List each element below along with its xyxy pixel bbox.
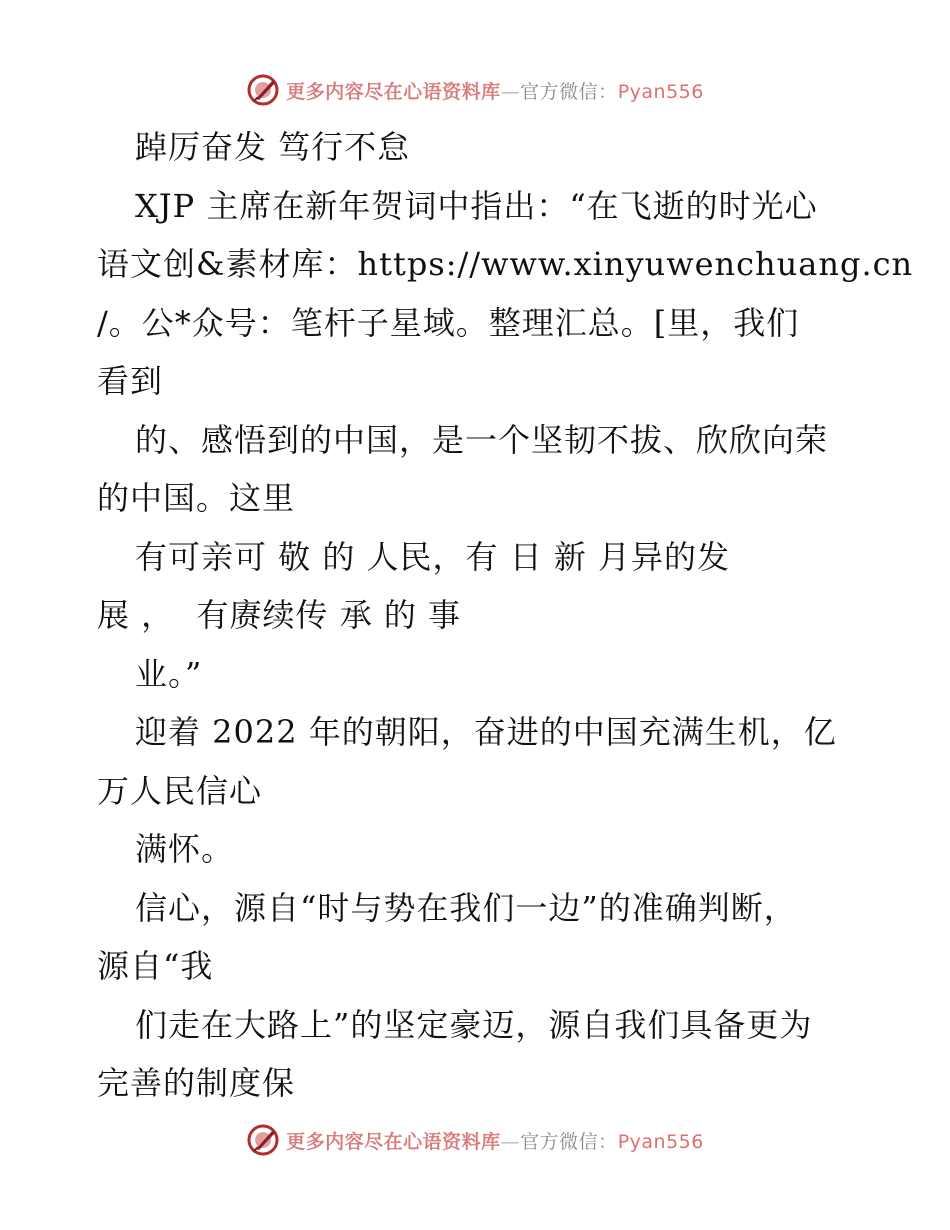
watermark-wechat-label: 官方微信： — [520, 1130, 618, 1153]
text-line: 满怀。 — [135, 830, 235, 868]
text-line: 的中国。这里 — [97, 479, 296, 517]
watermark-wechat-label: 官方微信： — [520, 80, 618, 103]
watermark-wechat-id: Pyan556 — [617, 1130, 704, 1153]
footer-watermark — [0, 1120, 950, 1160]
text-line: 有可亲可 敬 的 人民，有 日 新 月异的发 — [135, 537, 731, 576]
text-line: 踔厉奋发 笃行不怠 — [135, 128, 411, 166]
text-line: 展 ， 有赓续传 承 的 事 — [97, 596, 462, 634]
watermark-text — [286, 77, 704, 104]
text-line: 万人民信心 — [97, 771, 263, 810]
text-line: 们走在大路上”的坚定豪迈，源自我们具备更为 — [135, 1005, 813, 1044]
text-line: /。公*众号：笔杆子星域。整理汇总。[里，我们 — [97, 303, 800, 342]
text-line: 的、感悟到的中国，是一个坚韧不拔、欣欣向荣 — [135, 420, 829, 459]
text-line: 业。” — [135, 654, 203, 693]
watermark-wechat-id: Pyan556 — [617, 80, 704, 103]
watermark-site: 更多内容尽在心语资料库 — [286, 80, 501, 103]
text-line: 看到 — [97, 362, 164, 400]
text-line: 迎着 2022 年的朝阳，奋进的中国充满生机，亿 — [135, 713, 837, 751]
watermark-site: 更多内容尽在心语资料库 — [286, 1130, 501, 1153]
watermark-text — [286, 1127, 704, 1154]
quill-logo-icon — [246, 73, 280, 107]
watermark-dash: — — [500, 80, 521, 103]
quill-logo-icon — [246, 1123, 280, 1157]
text-line: 完善的制度保 — [97, 1064, 296, 1102]
text-line: XJP 主席在新年贺词中指出：“在飞逝的时光心 — [135, 186, 818, 225]
text-line: 语文创&素材库：https://www.xinyuwenchuang.cn — [97, 245, 914, 283]
watermark-dash: — — [500, 1130, 521, 1153]
watermark-group — [246, 1123, 704, 1157]
text-line: 源自“我 — [97, 947, 214, 985]
header-watermark — [0, 70, 950, 110]
text-line: 信心，源自“时与势在我们一边”的准确判断， — [135, 888, 797, 927]
document-body — [97, 118, 914, 1113]
watermark-group — [246, 73, 704, 107]
